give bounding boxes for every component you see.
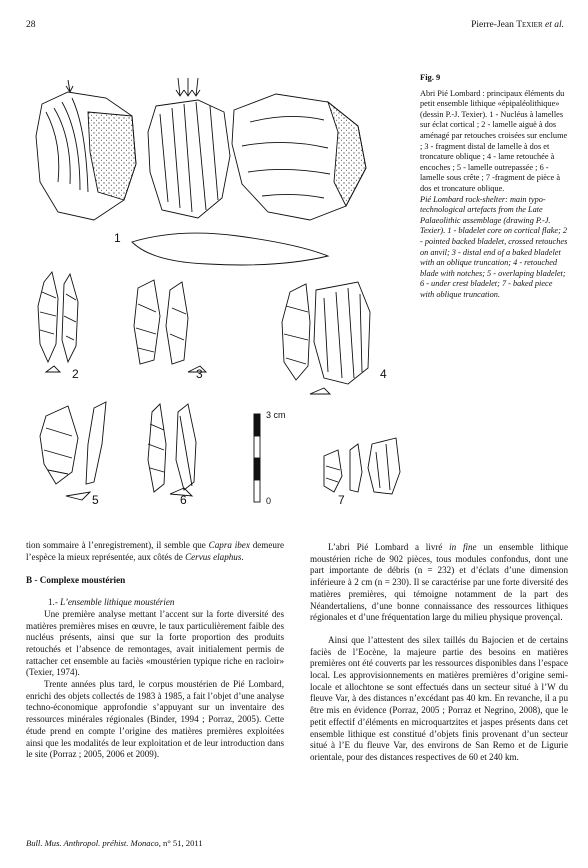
footer-journal: Bull. Mus. Anthropol. préhist. Monaco xyxy=(26,838,159,848)
page-footer xyxy=(26,838,203,848)
running-head-etal: et al. xyxy=(542,20,564,30)
figure-caption xyxy=(420,72,568,300)
figure-label-4: 4 xyxy=(380,367,387,381)
left-p1-text-a: tion sommaire à l’enregistrement), il semble que xyxy=(26,540,209,550)
artefact-1-view-c xyxy=(232,94,366,220)
running-head xyxy=(471,20,564,30)
artefact-6 xyxy=(148,404,196,496)
left-paragraph-3: Trente années plus tard, le corpus moustérien de Pié Lombard, enrichi des objets collectés de 1983 à 1985, a fait l’objet d’une analyse techno-économique approfondie s’appuyant sur un inventaire des ressources minérales régionales (Binder, 1994 ; Porraz, 2005). Cette étude prend en compte l’origine des matières premières exploitées ainsi que les modalités de leur exploitation et de leur introduction dans le site (Porraz ; 2005, 2006 et 2009). xyxy=(26,679,284,760)
figure-label-1: 1 xyxy=(114,231,121,245)
left-p1-text-c: . xyxy=(241,551,244,562)
figure-caption-french: Abri Pié Lombard : principaux éléments du petit ensemble lithique «épipaléolithique» (dessin P.-J. Texier). 1 - Nucléus à lamelles sur éclat cortical ; 2 - lamelle aiguë à dos aménagé par retouches croisées sur enclume ; 3 - fragment distal de lamelle à dos et troncature oblique ; 4 - lame retouchée à encoches ; 5 - lamelle outrepassée ; 6 - lamelle sous crête ; 7 -fragment de pièce à dos et troncature oblique. xyxy=(420,88,568,193)
artefact-1-view-a xyxy=(36,80,136,220)
scale-label: 3 cm xyxy=(266,410,286,420)
left-paragraph-2: Une première analyse mettant l’accent sur la forte diversité des matières premières mises en œuvre, le taux particulièrement faible des nucléus présents, ainsi que sur la forte proportion des produits retouchés et l’absence de remontages, avait initialement permis de rattacher cet ensemble au faciès «moustérien typique riche en racloir» (Texier, 1974). xyxy=(26,608,284,678)
artefact-figure xyxy=(28,72,420,514)
page-number: 28 xyxy=(26,20,36,30)
right-p1-latin: in fine xyxy=(449,542,477,552)
left-column xyxy=(26,540,284,761)
scale-bar xyxy=(254,414,260,502)
scale-zero: 0 xyxy=(266,496,272,506)
artefact-drawings xyxy=(28,72,420,514)
artefact-1-view-b xyxy=(148,78,230,218)
running-head-author: Pierre-Jean xyxy=(471,20,517,30)
artefact-3 xyxy=(134,280,206,372)
right-paragraph-2: Ainsi que l’attestent des silex taillés du Bajocien et de certains faciès de l’Eocène, la majeure partie des besoins en matières premières ont été couverts par les ressources disponibles dans l’espace local. Les approvisionnements en matières premières d’origine semi-locale et allochtone se sont effectués dans un secteur situé à l’W du fleuve Var, à des distances n’excédant pas 40 km. En revanche, il a pu être mis en évidence (Porraz, 2005 ; Porraz et Negrino, 2008), que le petit effectif d’éléments en microquartzites et jaspes présents dans cet ensemble lithique est constitué d’objets finis provenant d’un secteur situé à l’E du fleuve Var, des environs de San Remo et de Ligurie orientale, pour des distances respectives de 60 et 240 km. xyxy=(310,634,568,762)
figure-label-7: 7 xyxy=(338,493,345,507)
right-p1-text-b: un ensemble lithique moustérien riche de 902 pièces, tous modules confondus, dont une part importante de débris (n = 232) et d’éclats d’une dimension inférieure à 2 cm (n = 230). Il se caractérise par une forte diversité des matières premières, qui témoigne notamment de la part des Néandertaliens, d’une bonne connaissance des ressources lithiques régionales et d’une fréquentation large du milieu physique provençal. xyxy=(310,542,568,623)
subsection-heading xyxy=(26,597,284,609)
right-paragraph-1 xyxy=(310,542,568,624)
artefact-2 xyxy=(38,272,78,372)
figure-label-6: 6 xyxy=(180,493,187,507)
figure-caption-label: Fig. 9 xyxy=(420,72,441,82)
figure-caption-english: Pié Lombard rock-shelter: main typo-technological artefacts from the Late Palaeolithic assemblage (drawing P.-J. Texier). 1 - bladelet core on cortical flake; 2 - pointed backed bladelet, crossed retouches on anvil; 3 - distal end of a baked bladelet with an oblique truncation; 4 - retouched blade with notches; 5 - overlaping bladelet; 6 - under crest bladelet; 7 - baked piece with oblique truncation. xyxy=(420,194,568,299)
right-p1-text-a: L’abri Pié Lombard a livré xyxy=(328,542,450,552)
subsection-number: 1.- xyxy=(48,597,61,608)
figure-label-5: 5 xyxy=(92,493,99,507)
section-heading: B - Complexe moustérien xyxy=(26,575,126,586)
right-column xyxy=(310,542,568,764)
paragraph-gap xyxy=(310,624,568,635)
figure-label-2: 2 xyxy=(72,367,79,381)
artefact-1-section xyxy=(132,233,328,265)
artefact-7 xyxy=(324,438,400,494)
left-p1-text-b: demeure l’espèce la mieux représentée, aux côtés de xyxy=(26,540,285,562)
left-p1-taxon-1: Capra ibex xyxy=(208,540,250,550)
running-head-surname: Texier xyxy=(516,20,543,30)
artefact-5 xyxy=(40,402,106,500)
left-p1-taxon-2: Cervus elaphus xyxy=(185,551,242,562)
page-header xyxy=(26,20,564,34)
figure-label-3: 3 xyxy=(196,367,203,381)
left-paragraph-1 xyxy=(26,540,284,563)
footer-issue: , n° 51, 2011 xyxy=(158,838,203,848)
subsection-title: L’ensemble lithique moustérien xyxy=(60,597,175,608)
artefact-4 xyxy=(282,282,370,394)
